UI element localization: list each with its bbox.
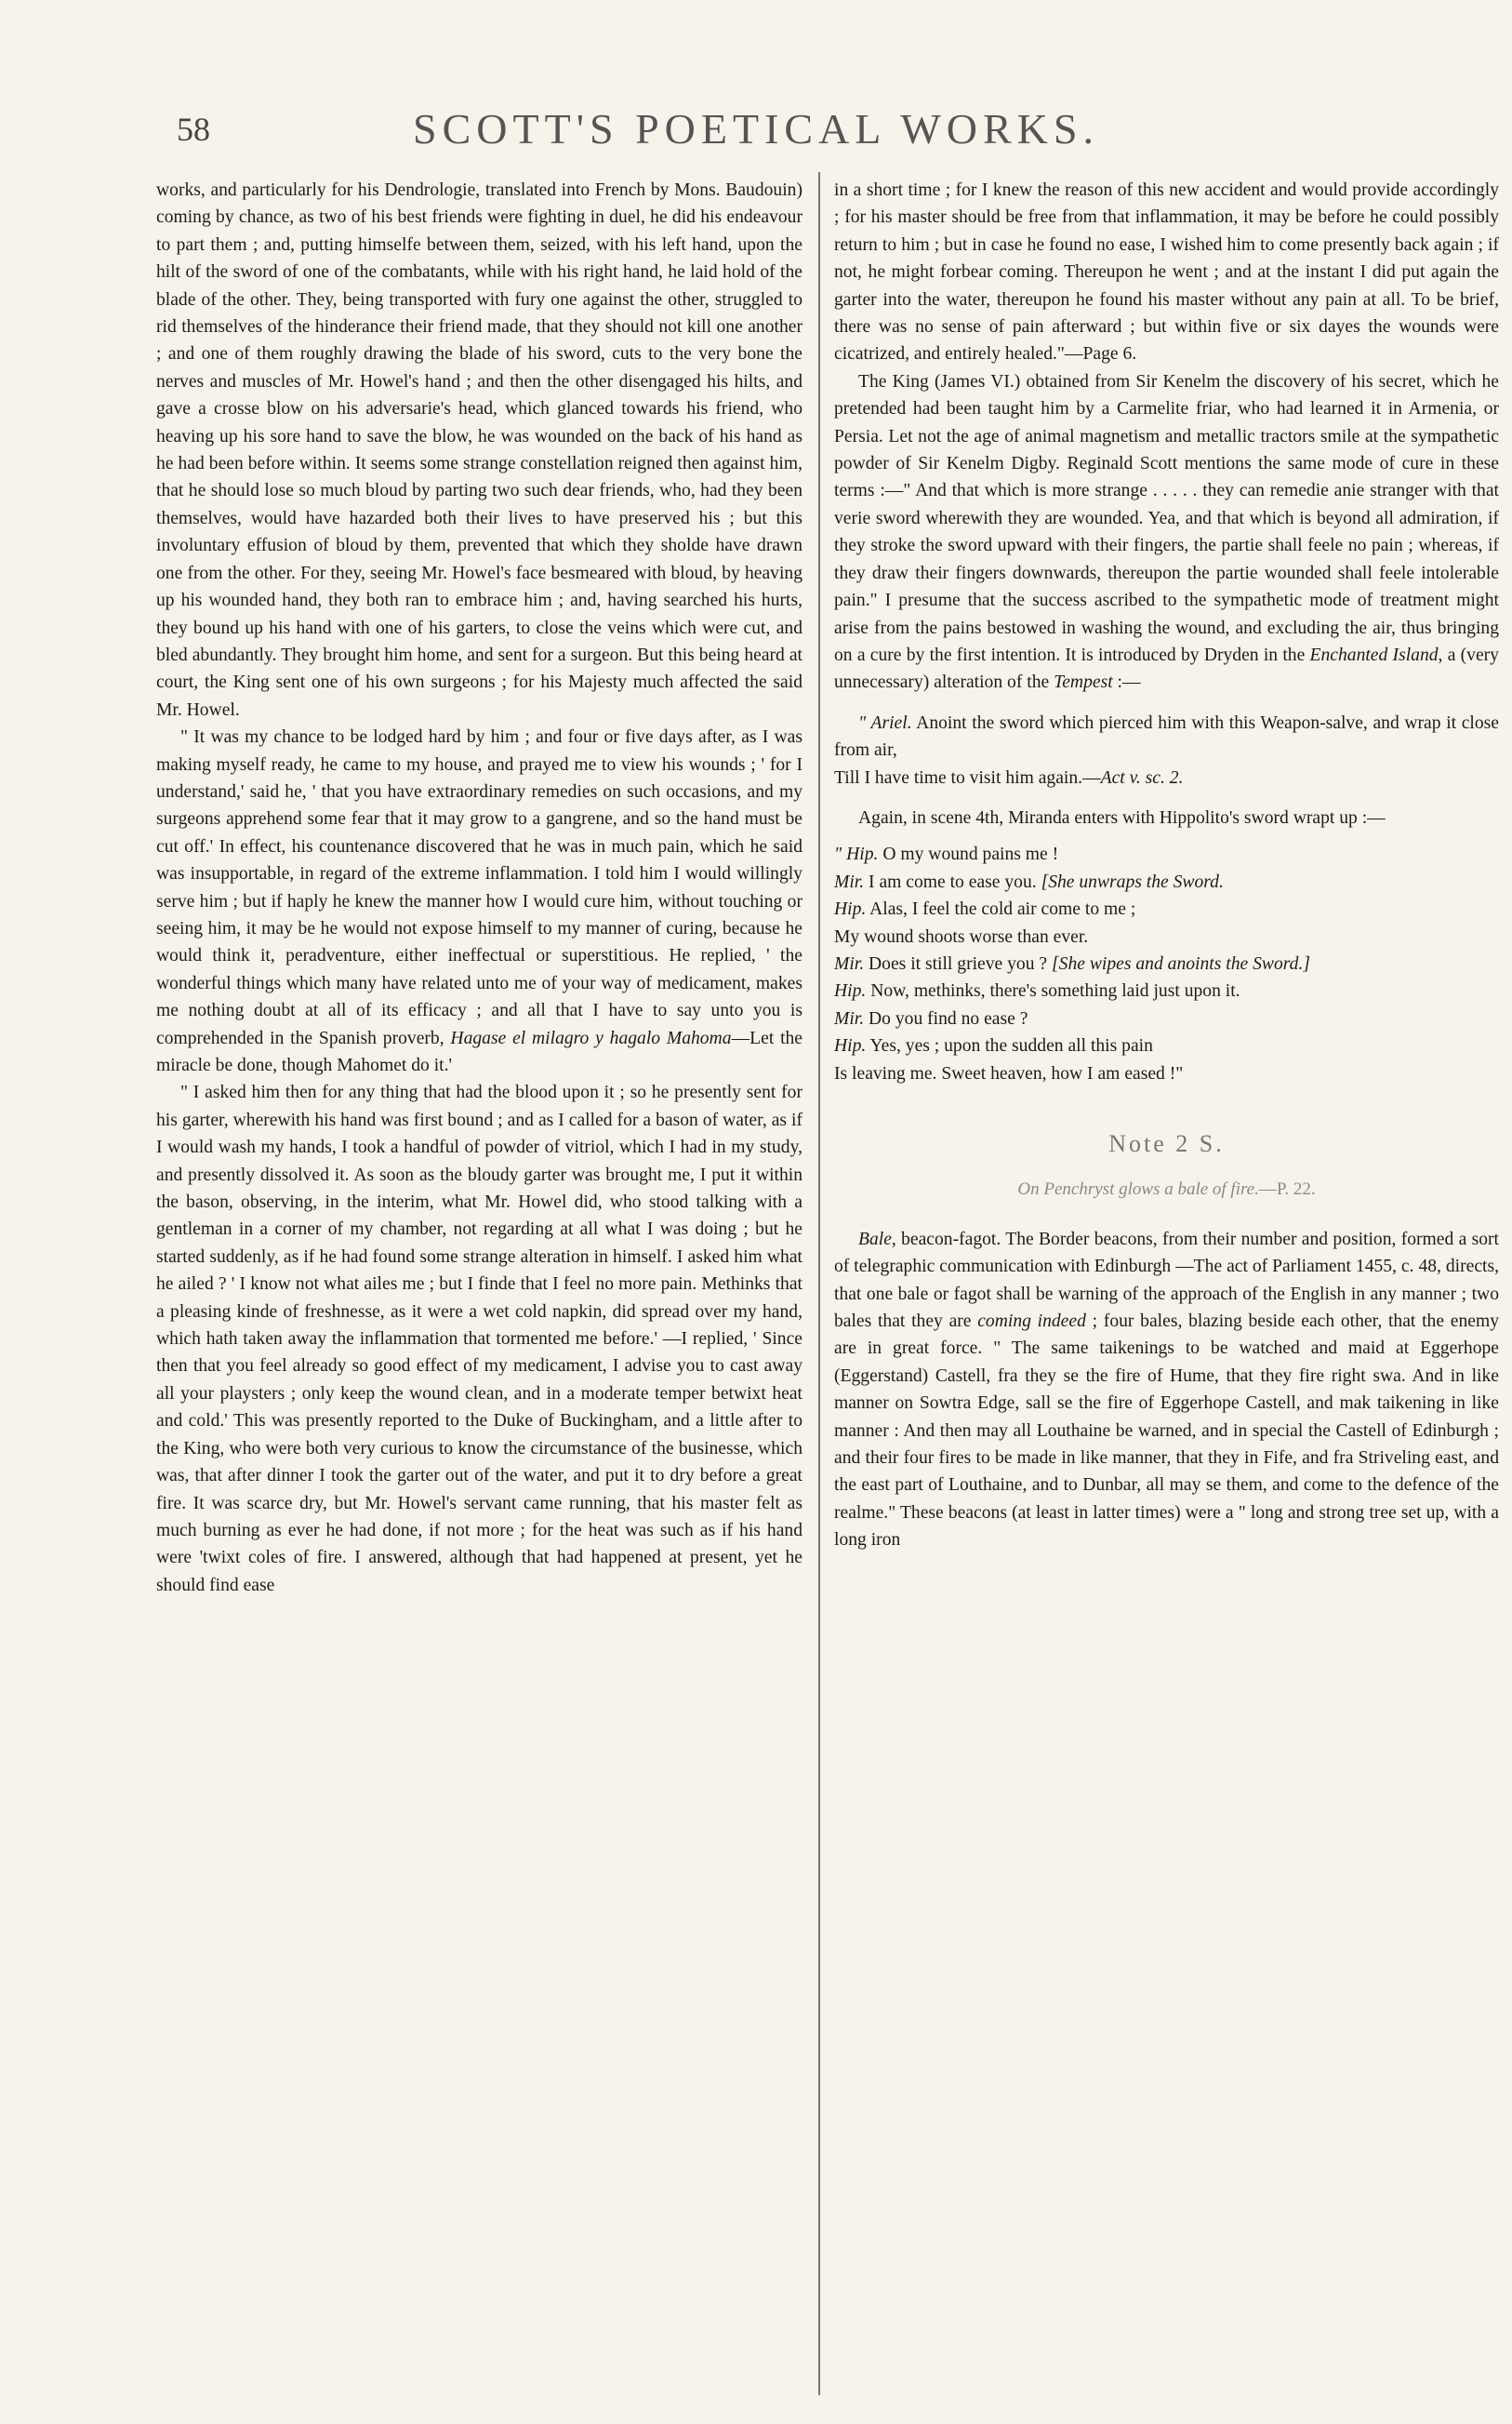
left-column: [156, 177, 802, 1599]
dialogue-line: Mir. I am come to ease you. [She unwraps the Sword.: [834, 872, 1224, 892]
right-column: [834, 177, 1499, 1554]
dialogue-line: Hip. Yes, yes ; upon the sudden all this pain: [834, 1036, 1153, 1057]
dialogue-line: Hip. Now, methinks, there's something laid just upon it.: [834, 981, 1240, 1002]
running-head: SCOTT'S POETICAL WORKS.: [413, 105, 1099, 153]
note-title: Note 2 S.: [1108, 1130, 1225, 1157]
paragraph: Bale, beacon-fagot. The Border beacons, from their number and position, formed a sort of telegraphic communication with Edinburgh —The act of Parliament 1455, c. 48, directs, that one bale or fagot shall be warning of the approach of the English in any manner ; two bales that they are coming indeed ; four bales, blazing beside each other, that the enemy are in great force. " The same taikenings to be watched and maid at Eggerhope (Eggerstand) Castell, fra they se the fire of Hume, that they fire right swa. And in like manner on Sowtra Edge, sall se the fire of Eggerhope Castell, and mak taikening in like manner : And then may all Louthaine be warned, and in special the Castell of Edinburgh ; and their four fires to be made in like manner, that they in Fife, and fra Striveling east, and the east part of Louthaine, and to Dunbar, all may se them, and come to the defence of the realme." These beacons (at least in latter times) were a " long and strong tree set up, with a long iron: [834, 1229, 1500, 1551]
dialogue-block: [834, 841, 1499, 1087]
dialogue-line: My wound shoots worse than ever.: [834, 926, 1089, 947]
paragraph: in a short time ; for I knew the reason of this new accident and would provide accordingly ; for his master should be free from that inflammation, it may be before he could possibly return to him ; but in case he found no ease, I wished him to come presently back again ; if not, he might forbear coming. Thereupon he went ; and at the instant I did put again the garter into the water, thereupon he found his master without any pain at all. To be brief, there was no sense of pain afterward ; but within five or six dayes the wounds were cicatrized, and entirely healed."—Page 6.: [834, 180, 1499, 365]
page-number: 58: [177, 111, 210, 148]
paragraph: " It was my chance to be lodged hard by him ; and four or five days after, as I was making myself ready, he came to my house, and prayed me to view his wounds ; ' for I understand,' said he, ' that you have extraordinary remedies on such occasions, and my surgeons apprehend some fear that it may grow to a gangrene, and so the hand must be cut off.' In effect, his countenance discovered that he was in much pain, which he said was insupportable, in regard of the extreme inflammation. I told him I would willingly serve him ; but if haply he knew the manner how I would cure him, without touching or seeing him, it may be he would not expose himself to my manner of curing, because he would think it, peradventure, either ineffectual or superstitious. He replied, ' the wonderful things which many have related unto me of your way of medicament, makes me nothing doubt at all of its efficacy ; and all that I have to say unto you is comprehended in the Spanish proverb, Hagase el milagro y hagalo Mahoma—Let the miracle be done, though Mahomet do it.': [156, 727, 803, 1075]
page-header: [0, 104, 1512, 160]
verse-line: Till I have time to visit him again.—Act v. sc. 2.: [834, 767, 1184, 788]
paragraph: Again, in scene 4th, Miranda enters with Hippolito's sword wrapt up :—: [858, 807, 1386, 828]
paragraph: " I asked him then for any thing that had the blood upon it ; so he presently sent for his garter, wherewith his hand was first bound ; and as I called for a bason of water, as if I would wash my hands, I took a handful of powder of vitriol, which I had in my study, and presently dissolved it. As soon as the bloudy garter was brought me, I put it within the bason, observing, in the interim, what Mr. Howel did, who stood talking with a gentleman in a corner of my chamber, not regarding at all what I was doing ; but he started suddenly, as if he had found some strange alteration in himself. I asked him what he ailed ? ' I know not what ailes me ; but I finde that I feel no more pain. Methinks that a pleasing kinde of freshnesse, as it were a wet cold napkin, did spread over my hand, which hath taken away the inflammation that tormented me before.' —I replied, ' Since then that you feel already so good effect of my medicament, I advise you to cast away all your playsters ; only keep the wound clean, and in a moderate temper betwixt heat and cold.' This was presently reported to the Duke of Buckingham, and a little after to the King, who were both very curious to know the circumstance of the businesse, which was, that after dinner I took the garter out of the water, and put it to dry before a great fire. It was scarce dry, but Mr. Howel's servant came running, that his master felt as much burning as ever he had done, if not more ; for the heat was such as if his hand were 'twixt coles of fire. I answered, although that had happened at present, yet he should find ease: [156, 1083, 802, 1595]
verse-quote: [834, 710, 1499, 792]
dialogue-line: Hip. Alas, I feel the cold air come to me ;: [834, 899, 1136, 920]
verse-line: " Ariel. Anoint the sword which pierced him with this Weapon-salve, and wrap it close from air,: [834, 713, 1499, 761]
note-subtitle: On Penchryst glows a bale of fire.—P. 22.: [1017, 1179, 1316, 1200]
dialogue-line: Mir. Does it still grieve you ? [She wipes and anoints the Sword.]: [834, 953, 1310, 974]
column-divider: [818, 172, 820, 2395]
paragraph: works, and particularly for his Dendrologie, translated into French by Mons. Baudouin) coming by chance, as two of his best friends were fighting in duel, he did his endeavour to part them ; and, putting himselfe between them, seized, with his left hand, upon the hilt of the sword of one of the combatants, while with his right hand, he laid hold of the blade of the other. They, being transported with fury one against the other, struggled to rid themselves of the hinderance their friend made, that they should not kill one another ; and one of them roughly drawing the blade of his sword, cuts to the very bone the nerves and muscles of Mr. Howel's hand ; and then the other disengaged his hilts, and gave a crosse blow on his adversarie's head, which glanced towards his friend, who heaving up his sore hand to save the blow, he was wounded on the back of his hand as he had been before within. It seems some strange constellation reigned then against him, that he should lose so much bloud by parting two such dear friends, who, had they been themselves, would have hazarded both their lives to have preserved his ; but this involuntary effusion of bloud by them, prevented that which they sholde have drawn one from the other. For they, seeing Mr. Howel's face besmeared with bloud, by heaving up his wounded hand, they both ran to embrace him ; and, having searched his hurts, they bound up his hand with one of his garters, to close the veins which were cut, and bled abundantly. They brought him home, and sent for a surgeon. But this being heard at court, the King sent one of his own surgeons ; for his Majesty much affected the said Mr. Howel.: [156, 180, 802, 720]
paragraph: The King (James VI.) obtained from Sir Kenelm the discovery of his secret, which he pretended had been taught him by a Carmelite friar, who had learned it in Armenia, or Persia. Let not the age of animal magnetism and metallic tractors smile at the sympathetic powder of Sir Kenelm Digby. Reginald Scott mentions the same mode of cure in these terms :—" And that which is more strange . . . . . they can remedie anie stranger with that verie sword wherewith they are wounded. Yea, and that which is beyond all admiration, if they stroke the sword upward with their fingers, the partie shall feele no pain ; whereas, if they draw their fingers downwards, thereupon the partie wounded shall feele intolerable pain." I presume that the success ascribed to the sympathetic mode of treatment might arise from the pains bestowed in washing the wound, and excluding the air, thus bringing on a cure by the first intention. It is introduced by Dryden in the Enchanted Island, a (very unnecessary) alteration of the Tempest :—: [834, 371, 1499, 693]
dialogue-line: " Hip. O my wound pains me !: [834, 845, 1059, 865]
dialogue-line: Is leaving me. Sweet heaven, how I am eased !": [834, 1063, 1184, 1084]
dialogue-line: Mir. Do you find no ease ?: [834, 1008, 1028, 1029]
